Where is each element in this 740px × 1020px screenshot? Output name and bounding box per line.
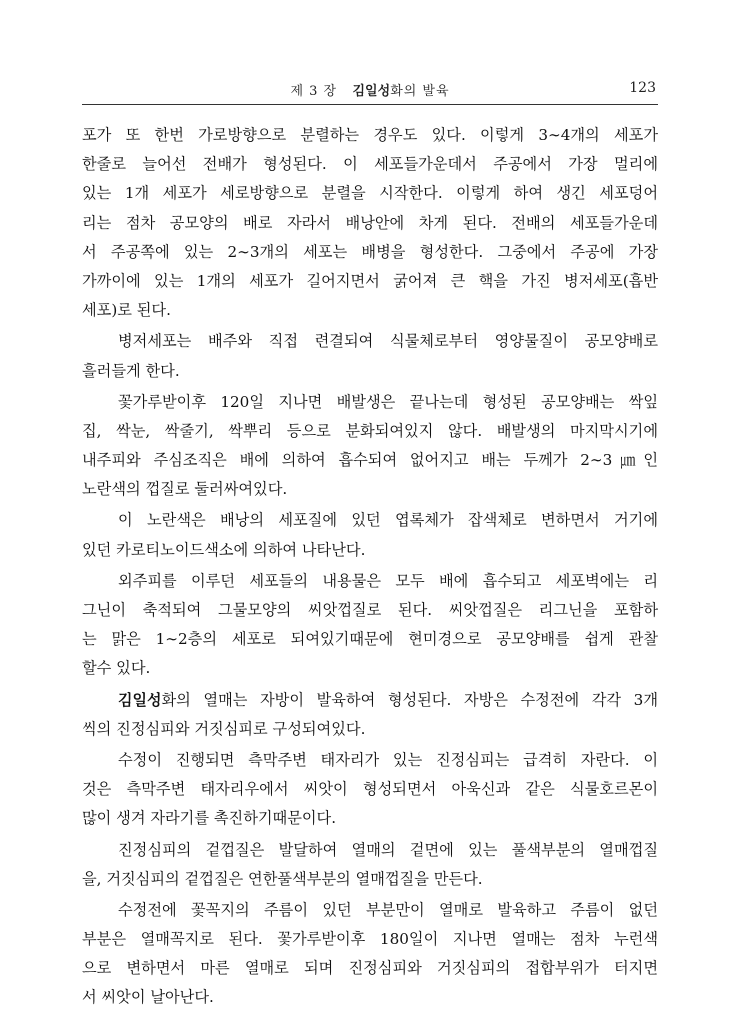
text-line: 흘러들게 한다. — [82, 361, 180, 380]
text-line: 을, 거짓심피의 겉껍질은 연한풀색부분의 열매껍질을 만든다. — [82, 869, 483, 888]
text-line: 수정이 진행되면 측막주변 태자리가 있는 진정심피는 급격히 자란다. 이 — [118, 750, 658, 769]
text-line: 부분은 열매꼭지로 된다. 꽃가루받이후 180일이 지나면 열매는 점차 누런색 — [82, 930, 658, 949]
text-line: 있던 카로티노이드색소에 의하여 나타난다. — [82, 540, 366, 559]
text-line: 있는 1개 세포가 세로방향으로 분렬을 시작한다. 이렇게 하여 생긴 세포덩어 — [82, 184, 658, 203]
header-name: 김일성 — [352, 84, 391, 99]
text-line: 병저세포는 배주와 직접 련결되여 식물체로부터 영양물질이 공모양배로 — [118, 332, 658, 351]
text-line-with-name — [82, 686, 658, 715]
text-line: 외주피를 이루던 세포들의 내용물은 모두 배에 흡수되고 세포벽에는 리 — [118, 571, 658, 590]
body-text — [82, 121, 658, 1013]
page-number: 123 — [629, 80, 656, 96]
header-title — [82, 80, 658, 99]
text-line: 으로 변하면서 마른 열매로 되며 진정심피와 거짓심피의 접합부위가 터지면 — [82, 959, 658, 978]
text-line: 서 씨앗이 날아난다. — [82, 988, 214, 1007]
text-line: 는 맑은 1∼2층의 세포로 되여있기때문에 현미경으로 공모양배를 쉽게 관찰 — [82, 630, 658, 649]
text-line-rest: 화의 열매는 자방이 발육하여 형성된다. 자방은 수정전에 각각 3개 — [161, 690, 658, 709]
running-header — [82, 80, 658, 106]
text-line: 리는 점차 공모양의 배로 자라서 배낭안에 차게 된다. 전배의 세포들가운데 — [82, 213, 658, 232]
text-line: 세포)로 된다. — [82, 301, 171, 320]
text-line: 그닌이 축적되여 그물모양의 씨앗껍질로 된다. 씨앗껍질은 리그닌을 포함하 — [82, 601, 658, 619]
header-title-suffix: 화의 발육 — [390, 84, 450, 99]
text-line: 이 노란색은 배낭의 세포질에 있던 엽록체가 잡색체로 변하면서 거기에 — [118, 511, 658, 530]
text-line: 꽃가루받이후 120일 지나면 배발생은 끝나는데 형성된 공모양배는 싹잎 — [118, 392, 658, 411]
text-line: 많이 생겨 자라기를 촉진하기때문이다. — [82, 809, 337, 828]
text-line: 것은 측막주변 태자리우에서 씨앗이 형성되면서 아욱신과 같은 식물호르몬이 — [82, 780, 658, 799]
header-rule — [82, 104, 658, 105]
header-chapter: 제 3 장 — [290, 84, 338, 99]
text-line: 포가 또 한번 가로방향으로 분렬하는 경우도 있다. 이렇게 3∼4개의 세포가 — [82, 126, 658, 144]
text-line: 할수 있다. — [82, 659, 151, 678]
inline-name: 김일성 — [118, 690, 162, 709]
text-line: 서 주공쪽에 있는 2∼3개의 세포는 배병을 형성한다. 그중에서 주공에 가장 — [82, 242, 658, 261]
text-line: 노란색의 껍질로 둘러싸여있다. — [82, 480, 288, 499]
text-line: 수정전에 꽃꼭지의 주름이 있던 부분만이 열매로 발육하고 주름이 없던 — [118, 900, 658, 919]
text-line: 내주피와 주심조직은 배에 의하여 흡수되여 없어지고 배는 두께가 2∼3㎛인 — [82, 451, 658, 470]
text-line: 한줄로 늘어선 전배가 형성된다. 이 세포들가운데서 주공에서 가장 멀리에 — [82, 155, 658, 174]
text-line: 가까이에 있는 1개의 세포가 길어지면서 굵어져 큰 핵을 가진 병저세포(흡반 — [82, 271, 658, 290]
text-line: 씩의 진정심피와 거짓심피로 구성되여있다. — [82, 719, 366, 738]
text-line: 집, 싹눈, 싹줄기, 싹뿌리 등으로 분화되여있지 않다. 배발생의 마지막시기에 — [82, 421, 658, 440]
text-line: 진정심피의 겉껍질은 발달하여 열매의 겉면에 있는 풀색부분의 열매껍질 — [118, 840, 658, 859]
